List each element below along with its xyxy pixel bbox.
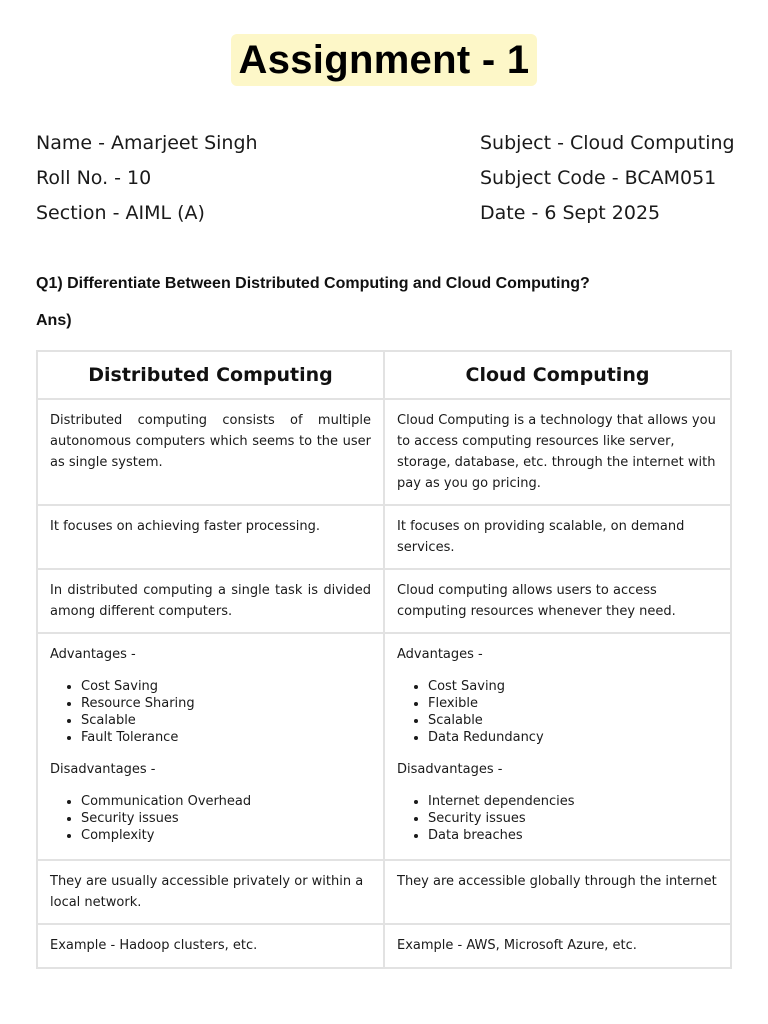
date: Date - 6 Sept 2025: [480, 202, 661, 224]
list-item: • Complexity: [81, 827, 371, 844]
advantages-list: [397, 678, 718, 746]
list-item: • Scalable: [81, 712, 371, 729]
cloud-focus: It focuses on providing scalable, on demand services.: [384, 505, 731, 569]
header-cloud: Cloud Computing: [384, 351, 731, 399]
distributed-accessibility: They are usually accessible privately or within a local network.: [37, 860, 384, 924]
subject-code: Subject Code - BCAM051: [480, 167, 717, 189]
advantages-label: Advantages -: [50, 647, 136, 662]
list-item: • Scalable: [428, 712, 718, 729]
subject: Subject - Cloud Computing: [480, 132, 735, 154]
list-item: • Security issues: [428, 810, 718, 827]
disadvantages-list: [50, 793, 371, 844]
list-item: • Data breaches: [428, 827, 718, 844]
advantages-label: Advantages -: [397, 647, 483, 662]
distributed-pros-cons: [37, 633, 384, 860]
list-item: • Data Redundancy: [428, 729, 718, 746]
student-info: [36, 126, 258, 231]
cloud-definition: Cloud Computing is a technology that allows you to access computing resources like server, storage, database, etc. through the internet with pay as you go pricing.: [384, 399, 731, 505]
list-item: • Resource Sharing: [81, 695, 371, 712]
distributed-focus: It focuses on achieving faster processing.: [37, 505, 384, 569]
list-item: • Communication Overhead: [81, 793, 371, 810]
list-item: • Cost Saving: [428, 678, 718, 695]
cloud-pros-cons: [384, 633, 731, 860]
disadvantages-list: [397, 793, 718, 844]
distributed-example: Example - Hadoop clusters, etc.: [37, 924, 384, 968]
question-heading: Q1) Differentiate Between Distributed Computing and Cloud Computing?: [36, 275, 590, 292]
header-distributed: Distributed Computing: [37, 351, 384, 399]
comparison-table: [36, 350, 732, 969]
roll-number: Roll No. - 10: [36, 167, 152, 189]
list-item: • Flexible: [428, 695, 718, 712]
page-title: Assignment - 1: [231, 34, 538, 86]
disadvantages-label: Disadvantages -: [50, 762, 156, 777]
list-item: • Fault Tolerance: [81, 729, 371, 746]
table-row: [37, 860, 731, 924]
title-container: [0, 34, 768, 86]
advantages-list: [50, 678, 371, 746]
answer-label: Ans): [36, 312, 72, 329]
student-name: Name - Amarjeet Singh: [36, 132, 258, 154]
table-row: [37, 633, 731, 860]
table-row: [37, 399, 731, 505]
table-header-row: [37, 351, 731, 399]
cloud-access-need: Cloud computing allows users to access computing resources whenever they need.: [384, 569, 731, 633]
distributed-definition: Distributed computing consists of multiple autonomous computers which seems to the user as single system.: [37, 399, 384, 505]
distributed-task: In distributed computing a single task is divided among different computers.: [37, 569, 384, 633]
cloud-accessibility: They are accessible globally through the internet: [384, 860, 731, 924]
cloud-example: Example - AWS, Microsoft Azure, etc.: [384, 924, 731, 968]
course-info: [480, 126, 735, 231]
section: Section - AIML (A): [36, 202, 205, 224]
list-item: • Cost Saving: [81, 678, 371, 695]
list-item: • Internet dependencies: [428, 793, 718, 810]
table-row: [37, 569, 731, 633]
table-row: [37, 924, 731, 968]
list-item: • Security issues: [81, 810, 371, 827]
disadvantages-label: Disadvantages -: [397, 762, 503, 777]
table-row: [37, 505, 731, 569]
